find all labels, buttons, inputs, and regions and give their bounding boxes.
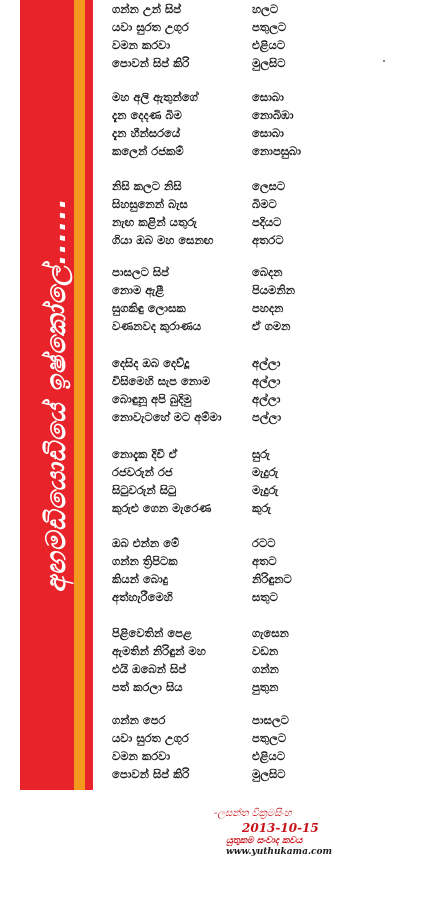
poem-line: [112, 552, 342, 570]
side-stripe: [74, 0, 85, 790]
line-right: මැදුරු: [252, 465, 279, 479]
line-right: වඩන: [252, 644, 279, 658]
line-left: ගන්න ත්‍රිපිටක: [112, 554, 178, 568]
line-right: ගන්න: [252, 662, 279, 676]
line-right: සතුට: [252, 590, 278, 604]
line-left: බොඳුනූ අපි බුදිමු: [112, 392, 192, 406]
poem-line: [112, 142, 342, 160]
poem-line: [112, 678, 342, 696]
line-left: පොවන් සිප් කිරි: [112, 767, 190, 781]
line-left: යවා සුරත උගුර: [112, 20, 189, 34]
stanza-7: [112, 534, 342, 606]
line-left: කලෙන් රජකම්: [112, 144, 184, 158]
poem-line: [112, 299, 342, 317]
line-right: පියමනින: [252, 283, 295, 297]
stanza-8: [112, 624, 342, 696]
stanza-6: [112, 445, 342, 517]
line-left: පොවන් සිප් කිරි: [112, 56, 190, 70]
line-right: එළියට: [252, 38, 286, 52]
line-left: සුගකිඳු ලොසක: [112, 301, 186, 315]
line-left: මහ අලි ඇතුන්ගේ: [112, 90, 198, 104]
line-right: අල්ලා: [252, 374, 281, 388]
poem-line: [112, 481, 342, 499]
line-right: අතරට: [252, 233, 284, 247]
line-right: එළියට: [252, 749, 286, 763]
stray-dot: [383, 60, 385, 62]
line-right: ලෙසට: [252, 179, 286, 193]
poem-line: [112, 177, 342, 195]
line-left: විසිමෙහි සැප නොම: [112, 374, 211, 388]
poem-line: [112, 642, 342, 660]
line-left: වමන කරවා: [112, 749, 171, 763]
author-name: -ලසන්ත වික්‍රමසිංහ: [214, 808, 292, 819]
line-left: ගන්න උන් සිප්: [112, 2, 182, 16]
poem-line: [112, 372, 342, 390]
line-left: නැඟ කළින් යතුරු: [112, 215, 197, 229]
poem-line: [112, 195, 342, 213]
poem-line: [112, 588, 342, 606]
line-left: දැන දෙදණ බිම: [112, 108, 182, 122]
line-left: පාසලට සිප්: [112, 265, 169, 279]
poem-line: [112, 499, 342, 517]
line-left: නොවැටහේ මට අම්මා: [112, 410, 222, 424]
line-right: නොපසුබා: [252, 144, 302, 158]
line-left: කියන් බොදු: [112, 572, 168, 586]
line-right: බිමට: [252, 197, 277, 211]
line-right: මැදුරු: [252, 483, 279, 497]
poem-line: [112, 390, 342, 408]
line-left: පිළිවෙතින් පෙළ: [112, 626, 192, 640]
website-link[interactable]: www.yuthukama.com: [226, 847, 333, 857]
line-left: කුරුළු ගෙන මැරෙණ: [112, 501, 212, 515]
line-left: සිටුවරුන් සිටු: [112, 483, 177, 497]
poem-line: [112, 88, 342, 106]
line-left: දෙසිද ඔබ දෙව්දූ: [112, 356, 190, 370]
poem-line: [112, 106, 342, 124]
stanza-5: [112, 354, 342, 426]
poem-line: [112, 0, 342, 18]
line-right: නොබිඹා: [252, 108, 294, 122]
line-right: පුතුන: [252, 680, 279, 694]
line-left: රජවරුන් රජ: [112, 465, 173, 479]
line-right: ඒ ගමන: [252, 319, 291, 333]
line-right: රටට: [252, 536, 276, 550]
line-right: සුරු: [252, 447, 270, 461]
stanza-2: [112, 88, 342, 160]
line-left: නොම ඇළී: [112, 283, 164, 297]
poem-line: [112, 408, 342, 426]
line-right: අල්ලා: [252, 392, 281, 406]
line-right: නිරිඳුනට: [252, 572, 292, 586]
line-left: වණනවද කුරාණය: [112, 319, 202, 333]
line-right: පාසලට: [252, 713, 289, 727]
poem-line: [112, 124, 342, 142]
line-right: පදියට: [252, 215, 282, 229]
stanza-3: [112, 177, 342, 249]
poem-line: [112, 570, 342, 588]
line-right: අල්ලා: [252, 356, 281, 370]
line-left: ගියා ඔබ මහ සෙනඟ: [112, 233, 214, 247]
line-left: ඔබ එන්න මේ: [112, 536, 180, 550]
poem-line: [112, 54, 342, 72]
line-right: ගැසෙන: [252, 626, 289, 640]
poem-line: [112, 711, 342, 729]
line-left: ගන්න පෙර: [112, 713, 166, 727]
poem: [112, 0, 342, 790]
line-left: එයි ඔබෙන් සිප්: [112, 662, 187, 676]
line-right: පතුලට: [252, 731, 287, 745]
poem-line: [112, 445, 342, 463]
line-right: පතුලට: [252, 20, 287, 34]
line-right: අතට: [252, 554, 277, 568]
line-left: යවා සුරත උගුර: [112, 731, 189, 745]
line-left: සිහසුනෙන් බැස: [112, 197, 188, 211]
stanza-9: [112, 711, 342, 783]
poem-line: [112, 660, 342, 678]
poem-line: [112, 263, 342, 281]
poem-line: [112, 231, 342, 249]
poem-line: [112, 624, 342, 642]
line-right: සොබා: [252, 90, 284, 104]
line-left: නොදැක දිවි ඒ: [112, 447, 178, 461]
poem-line: [112, 534, 342, 552]
line-right: මුලසිට: [252, 56, 286, 70]
credit-block: [200, 808, 350, 857]
poem-line: [112, 317, 342, 335]
poem-line: [112, 747, 342, 765]
line-right: මුලසිට: [252, 767, 286, 781]
poem-line: [112, 18, 342, 36]
stanza-1: [112, 0, 342, 72]
poem-line: [112, 354, 342, 372]
line-right: කුරු: [252, 501, 271, 515]
line-right: පහදන: [252, 301, 284, 315]
line-left: ඇමතින් නිරිඳුන් මහ: [112, 644, 206, 658]
stanza-4: [112, 263, 342, 335]
line-left: වමන කරවා: [112, 38, 171, 52]
poem-line: [112, 213, 342, 231]
poem-line: [112, 281, 342, 299]
line-right: සොබා: [252, 126, 284, 140]
poem-line: [112, 36, 342, 54]
line-left: අත්හැරීමෙහි: [112, 590, 173, 604]
side-title-text: අඟමඩියොඩියේ ඉෂ්කෝලේ......: [40, 197, 72, 593]
line-left: දැන හීන්සරයේ: [112, 126, 181, 140]
date: 2013-10-15: [242, 821, 319, 835]
poem-line: [112, 463, 342, 481]
line-right: බෙදන: [252, 265, 283, 279]
poem-line: [112, 729, 342, 747]
line-right: පල්ලා: [252, 410, 282, 424]
line-left: නිසි කලට නිසි: [112, 179, 182, 193]
line-left: පත් කරලා සිය: [112, 680, 183, 694]
source-name: යුතුකම සංවාද කවය: [226, 836, 303, 846]
poem-line: [112, 765, 342, 783]
line-right: හලට: [252, 2, 279, 16]
